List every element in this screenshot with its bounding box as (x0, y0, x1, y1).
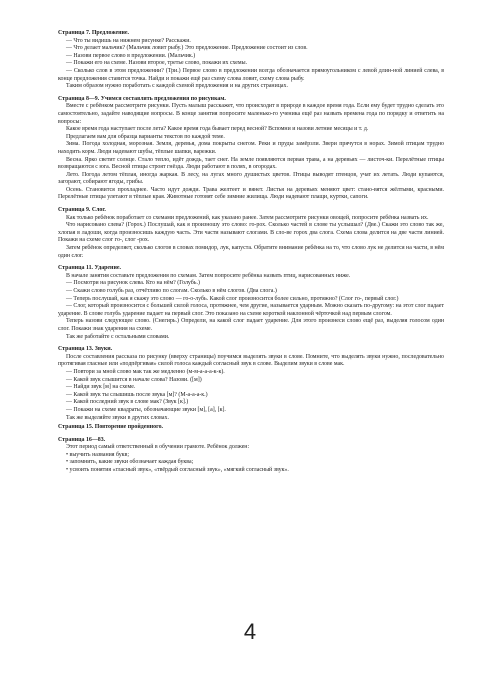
section-heading: Страница 7. Предложение. (58, 30, 130, 36)
paragraph: — Найди звук [м] на схеме. (66, 384, 136, 391)
section (58, 30, 444, 91)
paragraph: Зима. Погода холодная, морозная. Земля, деревья, дома покрыты снегом. Реки и пруды замёрзли. Звери прячутся в норах. Зимой птицам трудно находить корм. Люди надевают шубы, тёплые шапки, варежки. (58, 141, 444, 155)
paragraph: — Что делает мальчик? (Мальчик ловит рыбу.) Это предложение. Предложение состоит из слов. (66, 45, 308, 52)
paragraph: Так же выделяйте звуки в других словах. (66, 414, 169, 421)
section-heading: Страница 15. Повторение пройденного. (58, 424, 164, 431)
section-gap (58, 477, 444, 480)
paragraph: Что нарисовано слева? (Горох.) Послушай, как я произношу это слово: го-рох. Сколько частей в слове ты услышал? (Две.) Скажи это слово так же, хлопая в ладоши, когда произносишь каждую часть. Эти части называют слогами. В сло-ве горох два слога. Схема слова делится на две части линией. Покажи на схеме слог го-, слог -рох. (58, 222, 444, 244)
section-heading: Страница 11. Ударение. (58, 265, 121, 272)
paragraph: — Посмотри на рисунок слева. Кто на нём? (Голубь.) (66, 280, 200, 287)
paragraph: Вместе с ребёнком рассмотрите рисунки. Пусть малыш расскажет, что происходит в природе в каждое время года. Если ему будет трудно сделать это самостоятельно, задайте наводящие вопросы. В конце занятия попросите маленько-го ученика ещё раз назвать времена года по порядку и ответить на вопросы: (58, 103, 444, 125)
paragraph: Осень. Становится прохладнее. Часто идут дожди. Трава желтеет и вянет. Листья на деревьях меняют цвет: стано-вятся жёлтыми, красными. Перелётные птицы улетают в тёплые края. Животные готовят себе зимние жилища. Люди надевают плащи, куртки, сапоги. (58, 186, 444, 201)
paragraph: Предлагаем вам для образца варианты текстов по каждой теме. (66, 133, 225, 140)
paragraph: — Назови первое слово в предложении. (Мальчик.) (66, 52, 196, 59)
section (58, 424, 444, 432)
paragraph: После составления рассказа по рисунку (вверху страницы) поучимся выделять звуки в слове. Помните, что выделять звуки нужно, последовательно протягивая гласные или «подпёргивая» силой голоса каждый согласный звук в слове. Выделим звуки в слове мак. (58, 353, 444, 368)
page-content (58, 30, 444, 480)
paragraph: — Покажи на схеме квадраты, обозначающие звуки [м], [а], [к]. (66, 406, 226, 413)
section-heading: Страница 13. Звуки. (58, 346, 113, 353)
paragraph: • запомнить, какие звуки обозначает каждая буква; (66, 459, 194, 466)
paragraph: Лето. Погода летом тёплая, иногда жаркая. В лесу, на лугах много душистых цветов. Птицы выводят птенцов, учат их летать. Люди купаются, загорают, собирают ягоды, грибы. (58, 171, 444, 186)
paragraph: Теперь назови следующее слово. (Снегирь.) Определи, на какой слог падает ударение. Для этого произнеси слово ещё раз, выделяя голосом один слог. Покажи знак ударения на схеме. (58, 318, 444, 332)
section (58, 346, 444, 422)
section (58, 437, 444, 475)
paragraph: Затем ребёнок определяет, сколько слогов в словах помидор, лук, капуста. Обратите внимание ребёнка на то, что слово лук не делится на части, в нём один слог. (58, 245, 444, 259)
paragraph: — Какой звук слышится в начале слова? Назови. ([м]) (66, 376, 202, 383)
paragraph: — Скажи слово голубь раз, отчётливо по слогам. Сколько в нём слогов. (Два слога.) (66, 288, 277, 294)
paragraph: Так же работайте с остальными словами. (66, 333, 170, 340)
paragraph: • усвоить понятия «гласный звук», «твёрдый согласный звук», «мягкий согласный звук». (66, 467, 289, 474)
paragraph: — Какой звук ты слышишь после звука [м]? (М-а-а-а-к.) (66, 391, 208, 398)
paragraph: — Что ты видишь на нижнем рисунке? Расскажи. (66, 37, 191, 44)
paragraph: — Какой последний звук в слове мак? (Звук [к].) (66, 399, 189, 406)
paragraph: В начале занятия составьте предложения по схемам. Затем попросите ребёнка назвать птиц, нарисованных ниже. (66, 272, 351, 279)
paragraph: Какое время года наступает после лета? Какое время года бывает перед весной? Вспомни и назови летние месяцы и т. д. (66, 126, 369, 133)
section-heading: Страница 16—83. (58, 436, 106, 443)
paragraph: Весна. Ярко светит солнце. Стало тепло, идёт дождь, тает снег. На земле появляются первая трава, а на деревьях — листоч-ки. Перелётные птицы возвращаются с юга. Весной птицы строят гнёзда. Люди работают в полях, в огородах. (58, 156, 444, 171)
paragraph: — Слог, который произносится с большей силой голоса, протяжнее, чем другие, называется ударным. Можно сказать по-другому: на этот слог падает ударение. В слове голубь ударение падает на первый слог. Это показано на схеме короткой наклонной чёрточкой над первым слогом. (58, 303, 444, 317)
page-number: 4 (243, 619, 257, 644)
paragraph: Таким образом нужно поработать с каждой схемой предложения и на других страницах. (66, 83, 288, 90)
paragraph: — Повтори за мной слово мак так же медленно (м-м-а-а-а-к-к). (66, 368, 225, 375)
section-heading: Страница 9. Слог. (58, 207, 106, 214)
section (58, 207, 444, 260)
section (58, 265, 444, 341)
paragraph: Как только ребёнок поработает со схемами предложений, как указано ранее. Затем рассмотрите рисунки овощей, попросите ребёнка назвать их. (66, 214, 429, 221)
section-heading: Страница 8—9. Учимся составлять предложения по рисункам. (58, 95, 226, 102)
paragraph: — Покажи его на схеме. Назови второе, третье слово, покажи их схемы. (66, 60, 248, 67)
paragraph: — Теперь послушай, как я скажу это слово — го-о-лубь. Какой слог произносится более сильно, протяжно? (Слог го-, первый слог.) (66, 295, 399, 302)
paragraph: • выучить названия букв; (66, 451, 129, 458)
section (58, 96, 444, 202)
paragraph: — Сколько слов в этом предложении? (Три.) Первое слово в предложении всегда обозначается прямоугольником с левой длин-ной линией слева, в конце предложения ставится точка. Найди и покажи ещё раз схему слова ловит, схему слова рыбу. (58, 67, 444, 82)
paragraph: Этот период самый ответственный в обучении грамоте. Ребёнок должен: (66, 444, 250, 451)
